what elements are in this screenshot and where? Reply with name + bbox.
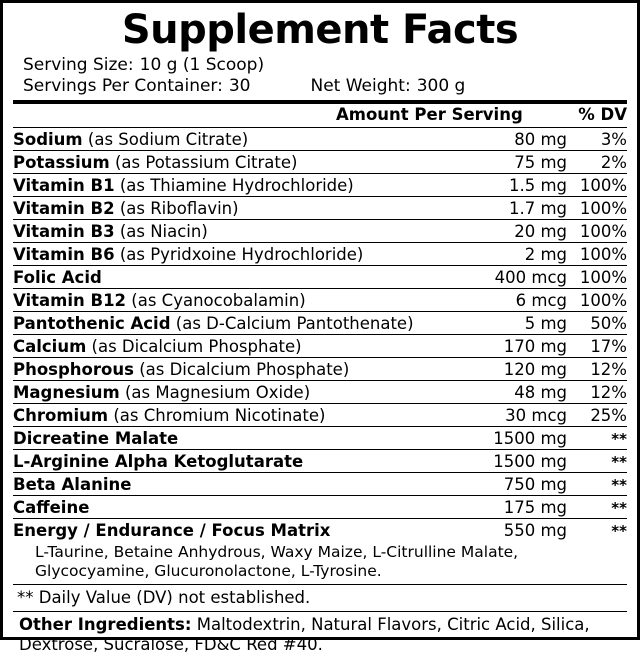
table-row (13, 496, 627, 519)
nutrient-amount: 170 mg (447, 335, 567, 358)
nutrient-source: (as Cyanocobalamin) (131, 290, 306, 310)
nutrient-source: (as D-Calcium Pantothenate) (175, 313, 414, 333)
nutrient-amount: 80 mg (447, 128, 567, 151)
nutrient-amount: 1.7 mg (447, 197, 567, 220)
nutrient-source: (as Niacin) (119, 221, 208, 241)
dv-footnote: ** Daily Value (DV) not established. (17, 588, 311, 607)
table-row (13, 243, 627, 266)
serving-size-value: 10 g (1 Scoop) (139, 55, 265, 75)
net-weight-label: Net Weight: (310, 76, 411, 96)
nutrient-source: (as Chromium Nicotinate) (113, 405, 326, 425)
nutrient-source: (as Sodium Citrate) (87, 129, 249, 149)
nutrient-amount: 2 mg (447, 243, 567, 266)
nutrient-dv: ** (567, 519, 627, 542)
servings-per-container-row (23, 76, 627, 97)
nutrient-amount: 30 mcg (447, 404, 567, 427)
table-row (13, 427, 627, 450)
table-row (13, 519, 627, 542)
dv-header: % DV (578, 105, 627, 124)
table-row (13, 335, 627, 358)
nutrient-name: Vitamin B2 (13, 198, 115, 218)
matrix-ingredient-detail: L-Taurine, Betaine Anhydrous, Waxy Maize, L-Citrulline Malate, Glycocyamine, Glucuronolactone, L-Tyrosine. (35, 543, 519, 580)
nutrient-amount: 5 mg (447, 312, 567, 335)
column-headers (13, 104, 627, 127)
nutrient-name: Potassium (13, 152, 110, 172)
nutrient-source: (as Pyridxoine Hydrochloride) (119, 244, 364, 264)
nutrient-source: (as Dicalcium Phosphate) (91, 336, 302, 356)
table-row (13, 358, 627, 381)
nutrient-name: Beta Alanine (13, 474, 132, 494)
nutrient-amount: 1500 mg (447, 427, 567, 450)
nutrient-name: Caffeine (13, 497, 90, 517)
nutrient-dv: 100% (567, 289, 627, 312)
nutrient-name: Vitamin B1 (13, 175, 115, 195)
serving-info (13, 55, 627, 97)
nutrient-dv: 100% (567, 174, 627, 197)
table-row (13, 381, 627, 404)
nutrient-dv: 3% (567, 128, 627, 151)
nutrient-source: (as Dicalcium Phosphate) (139, 359, 350, 379)
net-weight-value: 300 g (416, 76, 466, 96)
amount-per-serving-header: Amount Per Serving (336, 105, 523, 124)
nutrient-dv: 12% (567, 358, 627, 381)
nutrient-name: Sodium (13, 129, 83, 149)
nutrient-amount: 1500 mg (447, 450, 567, 473)
serving-size-row (23, 55, 627, 76)
table-row (13, 450, 627, 473)
nutrient-dv: ** (567, 473, 627, 496)
table-row (13, 289, 627, 312)
other-ingredients (13, 612, 627, 655)
other-ingredients-label: Other Ingredients: (19, 615, 192, 634)
nutrient-amount: 75 mg (447, 151, 567, 174)
table-row (13, 266, 627, 289)
nutrient-dv: 100% (567, 243, 627, 266)
table-row (13, 220, 627, 243)
nutrient-name: Folic Acid (13, 267, 102, 287)
nutrient-amount: 400 mcg (447, 266, 567, 289)
serving-size-label: Serving Size: (23, 55, 134, 75)
nutrient-dv: ** (567, 450, 627, 473)
nutrient-dv: 17% (567, 335, 627, 358)
nutrient-dv: 12% (567, 381, 627, 404)
nutrient-source: (as Riboflavin) (119, 198, 239, 218)
nutrient-name: Vitamin B12 (13, 290, 127, 310)
nutrient-name: Vitamin B6 (13, 244, 115, 264)
servings-per-container-value: 30 (228, 76, 251, 96)
nutrient-dv: 25% (567, 404, 627, 427)
nutrient-source: (as Potassium Citrate) (114, 152, 298, 172)
other-ingredients-value: Maltodextrin, Natural Flavors, Citric Acid, Silica, Dextrose, Sucralose, FD&C Red #40. (19, 615, 590, 654)
table-row (13, 151, 627, 174)
nutrient-amount: 550 mg (447, 519, 567, 542)
nutrient-name: Magnesium (13, 382, 120, 402)
nutrient-dv: 50% (567, 312, 627, 335)
nutrient-amount: 48 mg (447, 381, 567, 404)
table-row (13, 473, 627, 496)
nutrient-amount: 175 mg (447, 496, 567, 519)
nutrient-table (13, 127, 627, 541)
nutrient-dv: ** (567, 427, 627, 450)
nutrient-dv: ** (567, 496, 627, 519)
table-row (13, 174, 627, 197)
nutrient-name: Calcium (13, 336, 87, 356)
nutrient-dv: 2% (567, 151, 627, 174)
nutrient-amount: 1.5 mg (447, 174, 567, 197)
servings-per-container-label: Servings Per Container: (23, 76, 223, 96)
nutrient-name: L-Arginine Alpha Ketoglutarate (13, 451, 304, 471)
panel-title: Supplement Facts (121, 7, 519, 53)
nutrient-amount: 750 mg (447, 473, 567, 496)
nutrient-name: Energy / Endurance / Focus Matrix (13, 520, 331, 540)
table-row (13, 197, 627, 220)
nutrient-amount: 6 mcg (447, 289, 567, 312)
table-row (13, 404, 627, 427)
nutrient-source: (as Magnesium Oxide) (124, 382, 311, 402)
table-row (13, 312, 627, 335)
nutrient-amount: 20 mg (447, 220, 567, 243)
nutrient-name: Vitamin B3 (13, 221, 115, 241)
nutrient-name: Chromium (13, 405, 109, 425)
nutrient-name: Dicreatine Malate (13, 428, 179, 448)
nutrient-name: Pantothenic Acid (13, 313, 171, 333)
table-row (13, 128, 627, 151)
nutrient-dv: 100% (567, 220, 627, 243)
nutrient-amount: 120 mg (447, 358, 567, 381)
nutrient-dv: 100% (567, 197, 627, 220)
nutrient-dv: 100% (567, 266, 627, 289)
nutrient-source: (as Thiamine Hydrochloride) (119, 175, 354, 195)
nutrient-name: Phosphorous (13, 359, 134, 379)
